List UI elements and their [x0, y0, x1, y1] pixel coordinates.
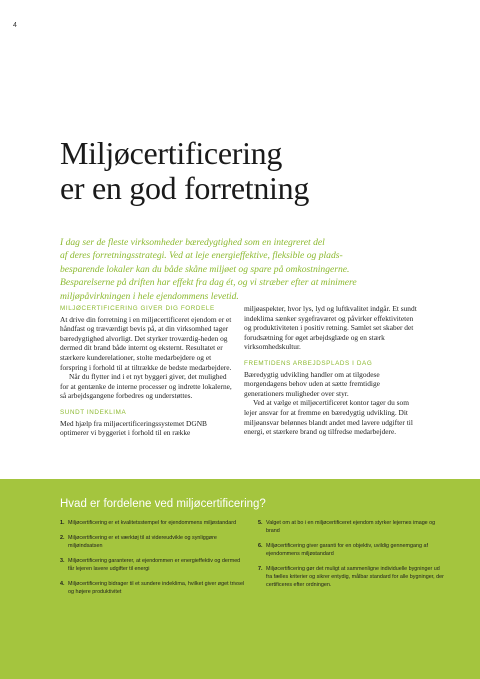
benefit-item — [60, 519, 246, 527]
title-line-1: Miljøcertificering — [60, 135, 283, 171]
body-paragraph: Ved at vælge et miljøcertificeret kontor tager du som lejer ansvar for at fremme en bæredygtig udvikling. Dit miljøansvar belønnes blandt andet med lavere udgifter til energi, et stærkere brand og tilfredse medarbejdere. — [244, 398, 413, 437]
intro-line: besparende lokaler kan du både skåne miljøet og spare på omkostningerne. — [60, 263, 350, 275]
benefit-item — [258, 519, 444, 535]
body-paragraph: miljøaspekter, hvor lys, lyd og luftkvalitet indgår. Et sundt indeklima sænker sygefraværet og påvirker effektiviteten og produktiviteten i positiv retning. Samlet set skaber det forudsætning for øget arbejdsglæde og en stærk virksomhedskultur. — [244, 304, 417, 352]
benefit-number: 1. — [60, 520, 65, 526]
page-number: 4 — [13, 22, 17, 29]
benefit-text: Miljøcertificering gør det muligt at sammenligne individuelle bygninger ud fra fælles kriterier og sikrer entydig, målbar standard for alle bygninger, der certificeres efter ordningen. — [266, 565, 444, 589]
benefit-item — [258, 542, 444, 558]
intro-line: miljøpåvirkningen i hele ejendommens levetid. — [60, 290, 239, 302]
benefit-number: 5. — [258, 520, 263, 526]
benefit-number: 7. — [258, 565, 263, 572]
benefit-text: Miljøcertificering er et kvalitetsstempel for ejendommens miljøstandard — [68, 520, 237, 526]
benefit-item — [60, 557, 246, 573]
section-heading-benefits: MILJØCERTIFICERING GIVER DIG FORDELE — [60, 305, 215, 312]
benefits-panel — [0, 479, 480, 679]
section-heading-future-workplace: FREMTIDENS ARBEJDSPLADS I DAG — [244, 359, 373, 367]
benefit-text: Miljøcertificering giver garanti for en objektiv, uvildig gennemgang af ejendommens miljøstandard — [266, 542, 428, 558]
body-paragraph: At drive din forretning i en miljøcertificeret ejendom er et håndfast og træværdigt bevis på, at din virksomhed tager bæredygtighed alvorligt. Det styrker troværdig-heden og dermed dit brand både internt og eksternt. Resultatet er stærkere kunderelationer, stolte medarbejdere og et forspring i forhold til at tiltrække de bedste medarbejdere. — [60, 314, 232, 372]
benefit-number: 4. — [60, 580, 65, 587]
benefit-number: 2. — [60, 534, 65, 541]
left-column — [60, 304, 236, 438]
benefit-text: Miljøcertificering bidrager til et sundere indeklima, hvilket giver øget trivsel og højere produktivitet — [68, 580, 245, 595]
benefit-text: Miljøcertificering er et værktøj til at videreudvikle og synliggøre miljøindsatsen — [68, 534, 217, 549]
benefit-number: 3. — [60, 557, 65, 564]
section-heading-indoor-climate: SUNDT INDEKLIMA — [60, 408, 127, 416]
benefit-item — [60, 534, 246, 550]
body-paragraph: Når du flytter ind i et nyt byggeri giver, det mulighed for at gentænke de interne processer og indrette lokalerne, så arbejdsgangene forbedres og understøttes. — [60, 372, 232, 401]
benefits-heading: Hvad er fordelene ved miljøcertificering? — [60, 498, 266, 510]
benefit-item — [60, 580, 246, 596]
title-line-2: er en god forretning — [60, 170, 310, 206]
intro-line: Besparelserne på driften har effekt fra dag ét, og vi stræber efter at minimere — [60, 277, 357, 289]
intro-paragraph — [60, 236, 420, 303]
benefits-list-right — [258, 519, 444, 596]
benefit-item — [258, 565, 444, 590]
page-title — [60, 136, 309, 206]
benefit-text: Valget om at bo i en miljøcertificeret ejendom styrker lejernes image og brand — [266, 520, 436, 535]
benefits-list-left — [60, 519, 246, 602]
right-column — [244, 304, 420, 437]
body-paragraph: Bæredygtig udvikling handler om at tilgodese morgendagens behov uden at sætte fremtidige generationers muligheder over styr. — [244, 369, 380, 398]
body-paragraph: Med hjælp fra miljøcertificeringssystemet DGNB optimerer vi byggeriet i forhold til en række — [60, 418, 207, 438]
benefit-text: Miljøcertificering garanterer, at ejendommen er energieffektiv og dermed får lejeren lavere udgifter til energi — [68, 557, 241, 572]
benefit-number: 6. — [258, 542, 263, 549]
intro-line: af deres forretningsstrategi. Ved at leje energieffektive, fleksible og plads- — [60, 250, 343, 262]
intro-line: I dag ser de fleste virksomheder bæredygtighed som en integreret del — [60, 237, 325, 248]
